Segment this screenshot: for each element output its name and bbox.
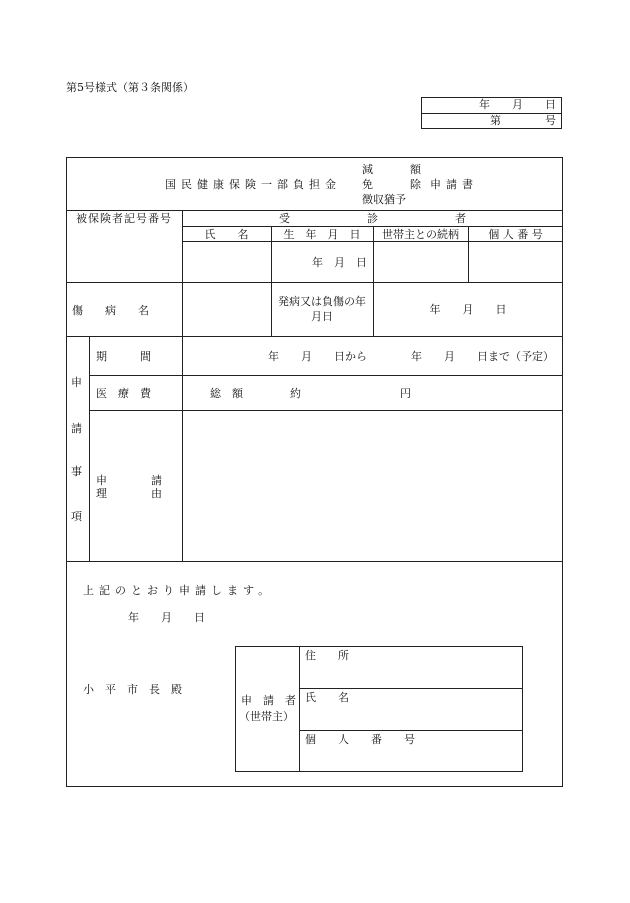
birth-col: 生 年 月 日	[283, 228, 361, 241]
applicant-label: 申 請 者	[241, 694, 296, 707]
title-menjo: 免 除	[362, 178, 426, 191]
period-label: 期 間	[96, 350, 151, 363]
side-char-4: 項	[71, 510, 82, 523]
form-id: 第5号様式（第３条関係）	[66, 81, 194, 94]
side-char-2: 請	[71, 422, 82, 435]
title-yuyo: 徴収猶予	[362, 193, 406, 206]
title-gengaku: 減 額	[362, 163, 426, 176]
line	[182, 336, 183, 561]
medical-label: 医 療 費	[96, 387, 151, 400]
line	[66, 210, 563, 211]
relation-col: 世帯主との続柄	[382, 228, 459, 241]
personal-no-col: 個 人 番 号	[488, 228, 543, 241]
line	[66, 336, 563, 337]
addressee: 小 平 市 長 殿	[83, 683, 182, 696]
medical-approx: 約	[290, 387, 301, 400]
line	[89, 375, 563, 376]
declaration: 上記のとおり申請します。	[83, 584, 275, 597]
onset-date: 年 月 日	[429, 303, 507, 316]
applicant-personal-no: 個 人 番 号	[305, 733, 415, 746]
corner-date: 年 月 日	[479, 98, 556, 111]
medical-total: 総 額	[210, 387, 243, 400]
applicant-sub: （世帯主）	[239, 710, 294, 723]
line	[271, 226, 272, 336]
insured-number-label: 被保険者記号番号	[76, 212, 172, 225]
line	[299, 646, 300, 772]
line	[299, 730, 523, 731]
line	[66, 561, 563, 562]
title-right: 申請書	[430, 178, 478, 191]
period-value: 年 月 日から 年 月 日まで（予定）	[268, 350, 554, 363]
injury-label: 傷 病 名	[72, 304, 149, 317]
patient-label: 受 診 者	[279, 212, 466, 225]
declaration-date: 年 月 日	[128, 611, 205, 624]
medical-yen: 円	[400, 387, 411, 400]
line	[299, 688, 523, 689]
side-char-3: 事	[71, 465, 82, 478]
corner-number: 第 号	[490, 114, 556, 127]
line	[89, 410, 563, 411]
reason-label-2: 理 由	[96, 487, 162, 500]
name-col: 氏 名	[204, 228, 249, 241]
title-left: 国民健康保険一部負担金	[165, 178, 341, 191]
applicant-address: 住 所	[305, 649, 349, 662]
line	[373, 226, 374, 336]
applicant-name: 氏 名	[305, 691, 349, 704]
side-char-1: 申	[71, 376, 82, 389]
applicant-box	[235, 646, 523, 772]
line	[66, 282, 563, 283]
reason-label-1: 申 請	[96, 474, 162, 487]
line	[89, 336, 90, 561]
birth-placeholder: 年 月 日	[312, 256, 367, 269]
onset-label: 発病又は負傷の年月日	[278, 295, 366, 323]
